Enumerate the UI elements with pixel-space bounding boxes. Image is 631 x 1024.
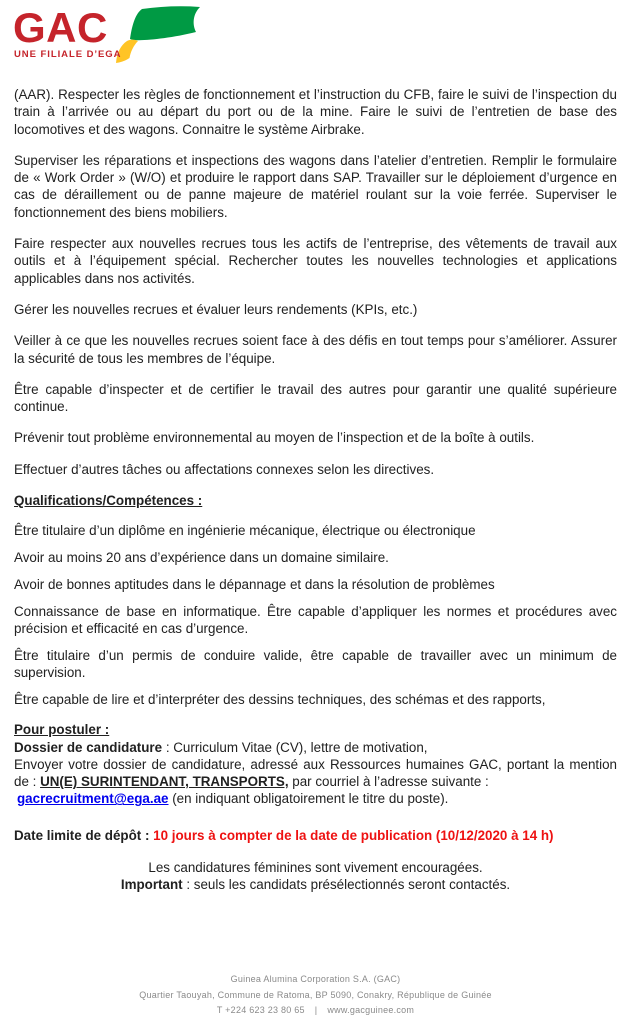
footer-contact	[0, 1003, 631, 1019]
send-instructions	[14, 756, 617, 791]
position-title: UN(E) SURINTENDANT, TRANSPORTS,	[40, 774, 289, 790]
closing-important	[14, 876, 617, 893]
send-prefix: Envoyer votre dossier de candidature, adressé aux Ressources humaines GAC, portant la mention de :	[14, 756, 617, 790]
job-paragraph: Effectuer d’autres tâches ou affectations connexes selon les directives.	[14, 461, 435, 477]
dossier-line	[14, 739, 617, 756]
dossier-text: : Curriculum Vitae (CV), lettre de motivation,	[162, 739, 428, 755]
footer-company: Guinea Alumina Corporation S.A. (GAC)	[230, 974, 401, 984]
job-paragraph: (AAR). Respecter les règles de fonctionnement et l’instruction du CFB, faire le suivi de l’inspection du train à l’arrivée ou au départ du port ou de la mine. Faire le suivi de l’entretien de base des locomotives et des wagons. Connaitre le système Airbrake.	[14, 87, 617, 137]
dossier-label: Dossier de candidature	[14, 739, 163, 755]
important-label: Important	[120, 877, 183, 893]
footer-address: Quartier Taouyah, Commune de Ratoma, BP 5090, Conakry, République de Guinée	[139, 989, 492, 1000]
deadline-value: 10 jours à compter de la date de publication (10/12/2020 à 14 h)	[149, 827, 554, 843]
deadline-label: Date limite de dépôt :	[14, 827, 150, 843]
deadline-line	[14, 827, 617, 844]
qualification-item: Avoir de bonnes aptitudes dans le dépannage et dans la résolution de problèmes	[14, 576, 495, 592]
footer-separator: |	[314, 1005, 318, 1015]
important-text: : seuls les candidats présélectionnés seront contactés.	[182, 877, 511, 893]
qualification-item: Connaissance de base en informatique. Être capable d’appliquer les normes et procédures avec précision et efficacité en cas d’urgence.	[14, 603, 617, 637]
job-paragraph: Veiller à ce que les nouvelles recrues soient face à des défis en tout temps pour s’améliorer. Assurer la sécurité de tous les membres de l’équipe.	[14, 333, 617, 366]
gac-logo-tagline: UNE FILIALE D’EGA	[14, 49, 122, 60]
closing-encouragement: Les candidatures féminines sont vivement encouragées.	[148, 860, 483, 875]
job-paragraph: Gérer les nouvelles recrues et évaluer leurs rendements (KPIs, etc.)	[14, 301, 418, 317]
qualifications-heading: Qualifications/Compétences :	[14, 493, 203, 509]
email-line	[14, 790, 617, 807]
gac-logo	[13, 5, 223, 67]
gac-logo-text: GAC	[13, 4, 108, 51]
qualification-item: Avoir au moins 20 ans d’expérience dans un domaine similaire.	[14, 550, 389, 566]
footer-phone: T +224 623 23 80 65	[216, 1005, 305, 1015]
qualification-item: Être titulaire d’un permis de conduire valide, être capable de travailler avec un minimum de supervision.	[14, 647, 617, 681]
job-paragraph: Prévenir tout problème environnemental au moyen de l’inspection et de la boîte à outils.	[14, 430, 535, 446]
closing-notes	[14, 859, 617, 894]
email-suffix: (en indiquant obligatoirement le titre du poste).	[168, 791, 449, 807]
footer-website-text: www.gacguinee.com	[327, 1005, 415, 1015]
qualification-item: Être capable de lire et d’interpréter des dessins techniques, des schémas et des rapports,	[14, 691, 546, 707]
footer	[0, 972, 631, 1019]
recruitment-email-link[interactable]: gacrecruitment@ega.ae	[17, 791, 169, 807]
job-paragraph: Être capable d’inspecter et de certifier le travail des autres pour garantir une qualité supérieure continue.	[14, 381, 617, 415]
apply-heading: Pour postuler :	[14, 722, 110, 738]
send-suffix: par courriel à l’adresse suivante :	[288, 774, 489, 790]
document-body	[14, 86, 617, 894]
qualification-item: Être titulaire d’un diplôme en ingénierie mécanique, électrique ou électronique	[14, 523, 476, 539]
job-paragraph: Superviser les réparations et inspections des wagons dans l’atelier d’entretien. Remplir le formulaire de « Work Order » (W/O) et produire le rapport dans SAP. Travailler sur le déploiement d’urgence en cas de déraillement ou de panne majeure de matériel roulant sur la voie ferrée. Superviser le fonctionnement des biens mobiliers.	[14, 152, 617, 220]
job-paragraph: Faire respecter aux nouvelles recrues tous les actifs de l’entreprise, des vêtements de travail aux outils et à l’équipement spécial. Rechercher toutes les nouvelles technologies et applications applicables dans nos activités.	[14, 236, 617, 286]
